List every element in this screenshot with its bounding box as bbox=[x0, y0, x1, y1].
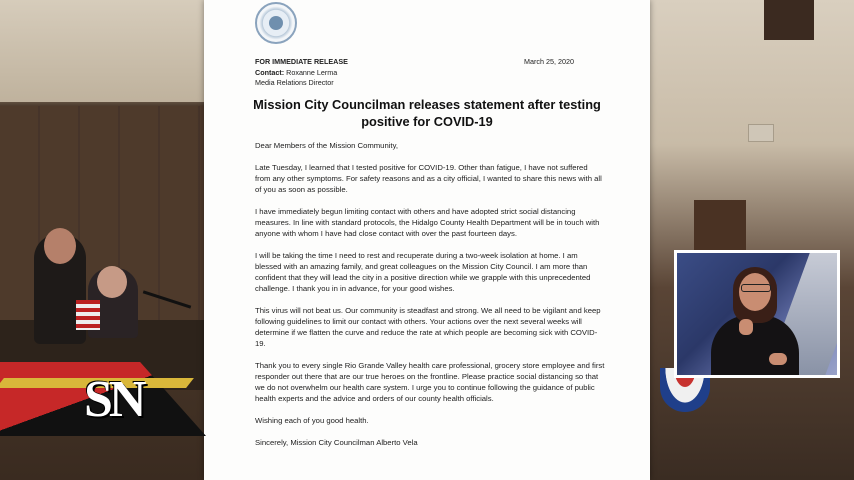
sign-language-interpreter-inset bbox=[674, 250, 840, 378]
seal-emblem bbox=[269, 16, 283, 30]
contact-label: Contact: bbox=[255, 67, 285, 77]
press-release-document bbox=[204, 0, 650, 480]
contact-title: Media Relations Director bbox=[255, 78, 334, 87]
signing-hand bbox=[769, 353, 787, 365]
wall-vent bbox=[748, 124, 774, 142]
headline bbox=[224, 96, 630, 130]
person-head bbox=[97, 266, 127, 298]
greeting: Dear Members of the Mission Community, bbox=[255, 141, 398, 150]
signature: Sincerely, Mission City Councilman Alberto Vela bbox=[255, 438, 418, 448]
letter-body bbox=[255, 141, 605, 460]
station-logo: SN bbox=[84, 371, 143, 428]
chamber-wall bbox=[0, 0, 204, 102]
release-label: FOR IMMEDIATE RELEASE bbox=[255, 57, 348, 66]
paragraph-5: Thank you to every single Rio Grande Valley health care professional, grocery store employee and first responder out there that are our true heroes on the frontline. Please practice social distancing so that we do not overwhelm our health care system. I urge you to continue following the guidance of public health experts and the advice and orders of our county health officials. bbox=[255, 361, 605, 403]
release-date: March 25, 2020 bbox=[524, 57, 574, 66]
release-header bbox=[255, 57, 348, 89]
contact-name: Roxanne Lerma bbox=[286, 67, 338, 77]
city-seal-icon bbox=[255, 2, 297, 44]
signing-hand bbox=[739, 319, 753, 335]
paragraph-3: I will be taking the time I need to rest and recuperate during a two-week isolation at home. I am blessed with an amazing family, and great colleagues on the Mission City Council. I am more than confident that they will lead the city in a positive direction while we grapple with this unprecedented challenge. I thank you in in advance, for your good wishes. bbox=[255, 251, 591, 293]
person-head bbox=[44, 228, 76, 264]
american-flag bbox=[76, 300, 100, 330]
paragraph-2: I have immediately begun limiting contact with others and have adopted strict social distancing measures. In line with standard protocols, the Hidalgo County Health Department will be in touch with anyone with whom I have had close contact with over the past fourteen days. bbox=[255, 207, 600, 239]
headline-line-1: Mission City Councilman releases statement after testing bbox=[253, 97, 601, 112]
headline-line-2: positive for COVID-19 bbox=[361, 114, 493, 129]
glasses-icon bbox=[741, 284, 771, 292]
paragraph-1: Late Tuesday, I learned that I tested positive for COVID-19. Other than fatigue, I have not suffered from any other symptoms. For safety reasons and as a city official, I wanted to share this news with all of you as soon as possible. bbox=[255, 163, 602, 195]
paragraph-4: This virus will not beat us. Our community is steadfast and strong. We all need to be vigilant and keep following guidelines to limit our contact with others. Your actions over the next several weeks will determine if we flatten the curve and reduce the rate at which people are becoming sick with COVID-19. bbox=[255, 306, 601, 348]
interpreter-face bbox=[739, 273, 771, 311]
chamber-window bbox=[764, 0, 814, 40]
interpreter-torso bbox=[711, 315, 799, 378]
closing: Wishing each of you good health. bbox=[255, 416, 369, 425]
